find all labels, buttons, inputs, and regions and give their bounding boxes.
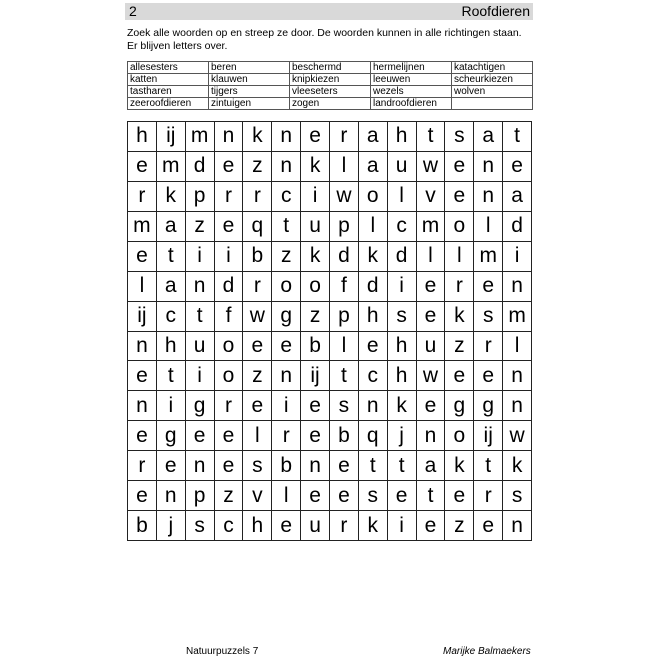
grid-cell: j	[388, 421, 417, 451]
grid-cell: q	[243, 212, 272, 242]
grid-cell: t	[417, 122, 446, 152]
grid-cell: e	[445, 481, 474, 511]
grid-cell: l	[330, 332, 359, 362]
grid-cell: e	[445, 152, 474, 182]
grid-cell: n	[272, 152, 301, 182]
grid-cell: z	[272, 242, 301, 272]
footer-author: Marijke Balmaekers	[443, 646, 531, 657]
grid-cell: e	[215, 421, 244, 451]
word-list-row	[128, 86, 533, 98]
grid-cell: l	[128, 272, 157, 302]
grid-cell: n	[128, 391, 157, 421]
word-list-item: vleeseters	[290, 86, 371, 98]
grid-cell: i	[186, 242, 215, 272]
grid-cell: k	[359, 242, 388, 272]
grid-cell: e	[215, 152, 244, 182]
grid-cell: n	[157, 481, 186, 511]
grid-cell: l	[272, 481, 301, 511]
grid-cell: s	[359, 481, 388, 511]
grid-cell: u	[388, 152, 417, 182]
grid-cell: r	[445, 272, 474, 302]
grid-cell: m	[474, 242, 503, 272]
grid-cell: p	[186, 182, 215, 212]
grid-cell: z	[243, 361, 272, 391]
grid-cell: v	[417, 182, 446, 212]
grid-cell: e	[272, 332, 301, 362]
grid-cell: m	[417, 212, 446, 242]
grid-cell: e	[128, 361, 157, 391]
grid-cell: e	[157, 451, 186, 481]
grid-cell: i	[388, 511, 417, 541]
grid-cell: c	[157, 302, 186, 332]
grid-cell: r	[243, 182, 272, 212]
grid-cell: r	[272, 421, 301, 451]
word-list-item: allesesters	[128, 62, 209, 74]
grid-cell: e	[272, 511, 301, 541]
word-list-item: scheurkiezen	[452, 74, 533, 86]
grid-cell: o	[359, 182, 388, 212]
grid-cell: l	[445, 242, 474, 272]
grid-cell: a	[474, 122, 503, 152]
grid-cell: h	[388, 332, 417, 362]
word-list-item: leeuwen	[371, 74, 452, 86]
word-list-item: wolven	[452, 86, 533, 98]
grid-cell: m	[157, 152, 186, 182]
grid-cell: h	[388, 122, 417, 152]
grid-cell: e	[503, 152, 532, 182]
grid-cell: o	[445, 212, 474, 242]
grid-cell: b	[243, 242, 272, 272]
grid-cell: s	[474, 302, 503, 332]
word-list-item: katten	[128, 74, 209, 86]
grid-cell: w	[503, 421, 532, 451]
word-list-item: zogen	[290, 98, 371, 110]
grid-cell: l	[417, 242, 446, 272]
grid-cell: e	[330, 481, 359, 511]
grid-cell: a	[157, 212, 186, 242]
grid-cell: z	[445, 511, 474, 541]
grid-cell: u	[417, 332, 446, 362]
grid-cell: n	[474, 152, 503, 182]
grid-cell: s	[388, 302, 417, 332]
grid-cell: s	[445, 122, 474, 152]
grid-cell: a	[359, 152, 388, 182]
grid-cell: b	[128, 511, 157, 541]
grid-cell: ij	[128, 302, 157, 332]
word-list-row	[128, 98, 533, 110]
grid-cell: l	[503, 332, 532, 362]
grid-cell: w	[417, 361, 446, 391]
grid-cell: o	[215, 332, 244, 362]
grid-cell: k	[157, 182, 186, 212]
grid-cell: t	[157, 361, 186, 391]
grid-cell: g	[157, 421, 186, 451]
word-list-item: hermelijnen	[371, 62, 452, 74]
grid-cell: n	[417, 421, 446, 451]
grid-cell: n	[503, 361, 532, 391]
grid-cell: e	[445, 361, 474, 391]
grid-cell: i	[503, 242, 532, 272]
grid-cell: r	[128, 182, 157, 212]
grid-cell: d	[503, 212, 532, 242]
grid-cell: k	[445, 302, 474, 332]
grid-cell: n	[359, 391, 388, 421]
grid-cell: e	[301, 481, 330, 511]
footer-book-title: Natuurpuzzels 7	[186, 646, 259, 657]
grid-cell: e	[301, 421, 330, 451]
grid-cell: w	[330, 182, 359, 212]
grid-cell: w	[243, 302, 272, 332]
grid-cell: g	[272, 302, 301, 332]
grid-cell: n	[128, 332, 157, 362]
grid-cell: r	[474, 481, 503, 511]
grid-cell: g	[186, 391, 215, 421]
grid-cell: e	[388, 481, 417, 511]
grid-cell: b	[330, 421, 359, 451]
grid-cell: a	[157, 272, 186, 302]
word-list-table	[127, 61, 533, 110]
grid-cell: i	[272, 391, 301, 421]
grid-cell: h	[243, 511, 272, 541]
grid-cell: j	[157, 511, 186, 541]
grid-cell: b	[301, 332, 330, 362]
grid-cell: k	[359, 511, 388, 541]
grid-cell: t	[272, 212, 301, 242]
grid-cell: h	[359, 302, 388, 332]
grid-cell: t	[330, 361, 359, 391]
grid-cell: t	[417, 481, 446, 511]
grid-cell: r	[474, 332, 503, 362]
grid-cell: e	[215, 451, 244, 481]
grid-cell: n	[186, 451, 215, 481]
grid-cell: s	[186, 511, 215, 541]
word-search-grid	[127, 121, 532, 541]
grid-cell: l	[330, 152, 359, 182]
word-list-item: tijgers	[209, 86, 290, 98]
grid-cell: n	[503, 511, 532, 541]
grid-cell: a	[417, 451, 446, 481]
grid-cell: n	[215, 122, 244, 152]
grid-cell: u	[186, 332, 215, 362]
grid-cell: o	[301, 272, 330, 302]
grid-cell: z	[215, 481, 244, 511]
grid-cell: z	[301, 302, 330, 332]
page-title: Roofdieren	[461, 3, 530, 19]
grid-cell: g	[445, 391, 474, 421]
grid-cell: e	[128, 242, 157, 272]
grid-cell: p	[330, 302, 359, 332]
grid-cell: k	[301, 242, 330, 272]
grid-cell: b	[272, 451, 301, 481]
word-list-row	[128, 62, 533, 74]
grid-cell: k	[243, 122, 272, 152]
word-list-item: zeeroofdieren	[128, 98, 209, 110]
word-list-item: beschermd	[290, 62, 371, 74]
grid-cell: t	[359, 451, 388, 481]
grid-cell: t	[186, 302, 215, 332]
word-list-item: beren	[209, 62, 290, 74]
grid-cell: u	[301, 511, 330, 541]
grid-cell: c	[272, 182, 301, 212]
grid-cell: r	[215, 391, 244, 421]
grid-cell: e	[128, 152, 157, 182]
word-list-item: wezels	[371, 86, 452, 98]
grid-cell: e	[215, 212, 244, 242]
grid-cell: s	[330, 391, 359, 421]
grid-cell: w	[417, 152, 446, 182]
instructions	[127, 27, 537, 53]
grid-cell: o	[272, 272, 301, 302]
word-list-item: landroofdieren	[371, 98, 452, 110]
word-list-item: zintuigen	[209, 98, 290, 110]
word-list-item: knipkiezen	[290, 74, 371, 86]
grid-cell: o	[445, 421, 474, 451]
grid-cell: i	[301, 182, 330, 212]
grid-cell: l	[359, 212, 388, 242]
grid-cell: n	[272, 361, 301, 391]
grid-cell: e	[330, 451, 359, 481]
grid-cell: o	[215, 361, 244, 391]
grid-cell: h	[128, 122, 157, 152]
grid-cell: d	[388, 242, 417, 272]
grid-cell: m	[128, 212, 157, 242]
grid-cell: f	[330, 272, 359, 302]
grid-cell: n	[272, 122, 301, 152]
grid-cell: l	[388, 182, 417, 212]
page-number: 2	[129, 3, 137, 19]
grid-cell: i	[186, 361, 215, 391]
grid-cell: r	[243, 272, 272, 302]
grid-cell: d	[215, 272, 244, 302]
grid-cell: k	[301, 152, 330, 182]
grid-cell: t	[503, 122, 532, 152]
grid-cell: d	[359, 272, 388, 302]
grid-cell: e	[474, 361, 503, 391]
grid-cell: e	[417, 302, 446, 332]
grid-cell: n	[503, 272, 532, 302]
grid-cell: t	[388, 451, 417, 481]
grid-cell: u	[301, 212, 330, 242]
grid-cell: ij	[474, 421, 503, 451]
grid-cell: k	[388, 391, 417, 421]
grid-cell: d	[186, 152, 215, 182]
grid-cell: h	[388, 361, 417, 391]
grid-cell: n	[186, 272, 215, 302]
grid-cell: e	[417, 391, 446, 421]
grid-cell: e	[359, 332, 388, 362]
grid-cell: c	[388, 212, 417, 242]
grid-cell: l	[474, 212, 503, 242]
grid-cell: t	[474, 451, 503, 481]
grid-cell: n	[474, 182, 503, 212]
grid-cell: i	[215, 242, 244, 272]
grid-cell: l	[243, 421, 272, 451]
grid-cell: e	[301, 391, 330, 421]
grid-cell: p	[186, 481, 215, 511]
grid-cell: i	[157, 391, 186, 421]
grid-cell: a	[503, 182, 532, 212]
grid-cell: s	[503, 481, 532, 511]
grid-cell: d	[330, 242, 359, 272]
grid-cell: v	[243, 481, 272, 511]
grid-cell: s	[243, 451, 272, 481]
instruction-line: Er blijven letters over.	[127, 40, 228, 52]
grid-cell: e	[128, 421, 157, 451]
grid-cell: e	[445, 182, 474, 212]
grid-cell: i	[388, 272, 417, 302]
grid-cell: r	[128, 451, 157, 481]
grid-cell: r	[215, 182, 244, 212]
grid-cell: p	[330, 212, 359, 242]
grid-cell: m	[503, 302, 532, 332]
grid-cell: r	[330, 122, 359, 152]
grid-cell: h	[157, 332, 186, 362]
grid-cell: k	[445, 451, 474, 481]
grid-cell: ij	[301, 361, 330, 391]
grid-cell: k	[503, 451, 532, 481]
grid-cell: e	[417, 272, 446, 302]
grid-cell: f	[215, 302, 244, 332]
word-list-item: klauwen	[209, 74, 290, 86]
grid-cell: ij	[157, 122, 186, 152]
grid-cell: e	[301, 122, 330, 152]
word-list-item	[452, 98, 533, 110]
instruction-line: Zoek alle woorden op en streep ze door. De woorden kunnen in alle richtingen staan.	[127, 27, 522, 39]
grid-cell: n	[503, 391, 532, 421]
grid-cell: e	[243, 391, 272, 421]
grid-cell: z	[186, 212, 215, 242]
grid-cell: c	[215, 511, 244, 541]
grid-cell: c	[359, 361, 388, 391]
grid-cell: z	[243, 152, 272, 182]
header-bar	[125, 3, 533, 20]
word-list-item: tastharen	[128, 86, 209, 98]
grid-cell: r	[330, 511, 359, 541]
grid-cell: n	[301, 451, 330, 481]
grid-cell: m	[186, 122, 215, 152]
grid-cell: e	[243, 332, 272, 362]
grid-cell: q	[359, 421, 388, 451]
grid-cell: g	[474, 391, 503, 421]
grid-cell: e	[474, 511, 503, 541]
grid-cell: e	[474, 272, 503, 302]
grid-cell: e	[186, 421, 215, 451]
grid-cell: z	[445, 332, 474, 362]
word-list-row	[128, 74, 533, 86]
grid-cell: t	[157, 242, 186, 272]
grid-cell: e	[417, 511, 446, 541]
grid-cell: e	[128, 481, 157, 511]
grid-cell: a	[359, 122, 388, 152]
word-list-item: katachtigen	[452, 62, 533, 74]
